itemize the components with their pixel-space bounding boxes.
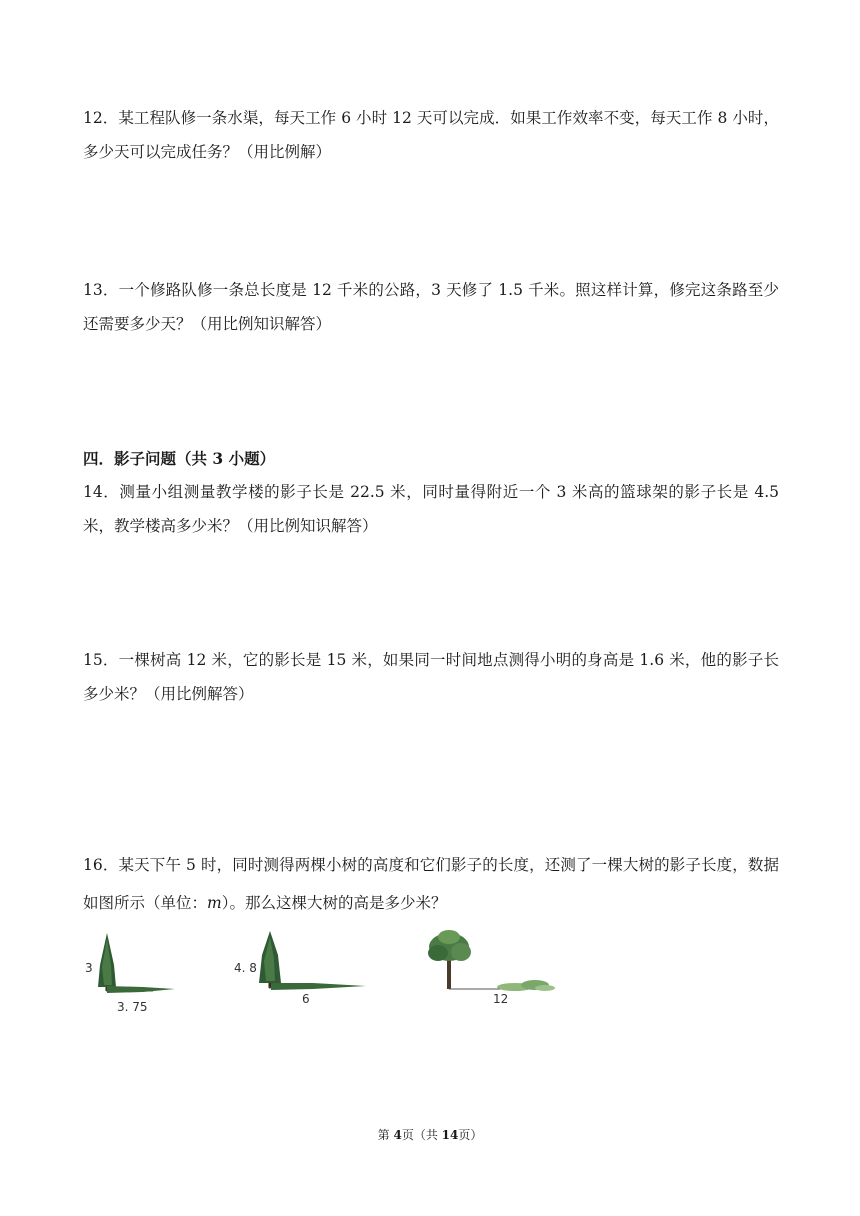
shadow-1 xyxy=(107,986,175,993)
shadow-2 xyxy=(271,983,366,990)
tree2-height-label: 4. 8 xyxy=(234,961,257,975)
shadow-3 xyxy=(497,980,555,991)
small-tree-1 xyxy=(98,933,116,991)
big-tree xyxy=(428,930,471,989)
tree1-height-label: 3 xyxy=(85,961,93,975)
question-14: 14．测量小组测量教学楼的影子长是 22.5 米，同时量得附近一个 3 米高的篮球架的影子长是 4.5 米，教学楼高多少米？（用比例知识解答） xyxy=(83,483,779,535)
tree3-shadow-label: 12 xyxy=(493,992,509,1006)
section-title: 四．影子问题（共 3 小题） xyxy=(83,449,276,468)
small-tree-2 xyxy=(259,931,281,988)
question-13: 13．一个修路队修一条总长度是 12 千米的公路，3 天修了 1.5 千米。照这样计算，修完这条路至少还需要多少天？（用比例知识解答） xyxy=(83,281,779,333)
question-15: 15．一棵树高 12 米，它的影长是 15 米，如果同一时间地点测得小明的身高是 1.6 米，他的影子长多少米？（用比例解答） xyxy=(83,651,779,703)
page-footer: 第 4页（共 14页） xyxy=(377,1128,483,1142)
question-16: 16．某天下午 5 时，同时测得两棵小树的高度和它们影子的长度，还测了一棵大树的影子长度，数据如图所示（单位：m）。那么这棵大树的高是多少米？ xyxy=(83,856,779,912)
tree1-shadow-label: 3. 75 xyxy=(117,1000,148,1014)
tree2-shadow-label: 6 xyxy=(302,992,310,1006)
trees-shadow-figure xyxy=(83,925,563,1020)
question-12: 12．某工程队修一条水渠，每天工作 6 小时 12 天可以完成．如果工作效率不变，每天工作 8 小时，多少天可以完成任务？（用比例解） xyxy=(83,109,779,161)
